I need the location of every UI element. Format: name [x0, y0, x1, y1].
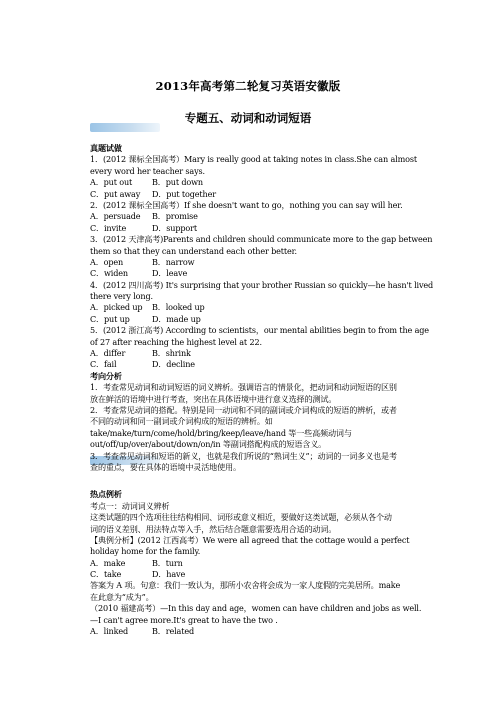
- option-text: C．widen: [90, 268, 128, 279]
- option-text: B．narrow: [152, 256, 195, 267]
- text-line: 3．(2012 天津高考)Parents and children should communicate more to the gap between: [90, 234, 433, 245]
- option-text: A．differ: [90, 348, 126, 359]
- text-line: —I can't agree more.It's great to have the two .: [90, 614, 278, 625]
- section-ribbon-top: [90, 123, 160, 132]
- answer-options: [90, 359, 440, 370]
- text-line: 答案为 A 项。句意：我们一致认为，那所小农舍将会成为一家人度假的完美居所。make: [90, 580, 401, 591]
- text-line: （2010 福建高考）—In this day and age，women can have children and jobs as well.: [90, 603, 422, 614]
- document-subtitle: 专题五、动词和动词短语: [184, 111, 312, 125]
- text-line: take/make/turn/come/hold/bring/keep/leave/hand 等一些高频动词与: [90, 427, 352, 438]
- text-line: 不同的动词和同一副词或介词构成的短语的辨析。如: [90, 416, 273, 427]
- option-text: D．leave: [152, 268, 188, 279]
- text-line: 【典例分析】(2012 江西高考）We were all agreed that the cottage would a perfect: [90, 534, 410, 545]
- text-line: holiday home for the family.: [90, 546, 201, 557]
- text-line: 考点一：动词词义辨析: [90, 500, 170, 511]
- text-line: 在此意为“成为”。: [90, 591, 154, 602]
- option-text: A．open: [90, 256, 124, 267]
- option-text: C．fail: [90, 359, 117, 370]
- answer-options: [90, 257, 440, 268]
- answer-options: [90, 189, 440, 200]
- option-text: C．invite: [90, 222, 127, 233]
- option-text: B．looked up: [152, 302, 205, 313]
- answer-options: [90, 223, 440, 234]
- option-text: A．linked: [90, 626, 129, 637]
- text-line: 词的语义差别、用法特点等入手，然后结合题意需要选用合适的动词。: [90, 523, 337, 534]
- text-line: 5．(2012 浙江高考) According to scientists，our mental abilities begin to from the age: [90, 325, 429, 336]
- text-line: 1．考查常见动词和动词短语的词义辨析。强调语言的情景化，把动词和动词短语的区别: [90, 382, 397, 393]
- answer-options: [90, 302, 440, 313]
- option-text: B．turn: [152, 557, 183, 568]
- option-text: C．take: [90, 569, 122, 580]
- answer-options: [90, 558, 440, 569]
- option-text: A．persuade: [90, 211, 141, 222]
- text-line: 1．(2012 课标全国高考）Mary is really good at taking notes in class.She can almost: [90, 154, 417, 165]
- option-text: C．put up: [90, 313, 130, 324]
- text-line: every word her teacher says.: [90, 165, 205, 176]
- option-text: D．decline: [152, 359, 195, 370]
- text-line: 2．考查常见动词的搭配。特别是同一动词和不同的副词或介词构成的短语的辨析，或者: [90, 404, 397, 415]
- option-text: D．support: [152, 222, 197, 233]
- option-text: D．have: [152, 569, 186, 580]
- option-text: A．picked up: [90, 302, 143, 313]
- text-line: there very long.: [90, 291, 153, 302]
- section-heading: 真题试做: [90, 143, 122, 153]
- option-text: A．put out: [90, 177, 133, 188]
- text-line: out/off/up/over/about/down/on/in 等副词搭配构成的短语含义。: [90, 439, 327, 450]
- option-text: C．put away: [90, 188, 141, 199]
- option-text: B．related: [152, 626, 194, 637]
- text-line: 这类试题的四个选项往往结构相同、词形或意义相近，要做好这类试题，必须从各个动: [90, 512, 392, 523]
- section-heading: 热点例析: [90, 489, 122, 500]
- section-gap: [90, 473, 440, 489]
- option-text: D．made up: [152, 313, 201, 324]
- option-text: B．shrink: [152, 348, 191, 359]
- answer-options: [90, 626, 440, 637]
- option-text: A．make: [90, 557, 126, 568]
- answer-options: [90, 268, 440, 279]
- answer-options: [90, 569, 440, 580]
- text-line: 4．(2012 四川高考) It's surprising that your brother Russian so quickly—he hasn't lived: [90, 279, 434, 290]
- text-line: 3．考查常见动词和短语的新义，也就是我们所说的“熟词生义”；动词的一词多义也是考: [90, 450, 397, 461]
- answer-options: [90, 314, 440, 325]
- document-body: [90, 143, 440, 637]
- answer-options: [90, 177, 440, 188]
- text-line: them so that they can understand each other better.: [90, 245, 297, 256]
- text-line: 2．(2012 课标全国高考）If she doesn't want to go，nothing you can say will her.: [90, 199, 403, 210]
- answer-options: [90, 211, 440, 222]
- option-text: B．promise: [152, 211, 198, 222]
- text-line: 放在鲜活的语境中进行考查，突出在具体语境中进行意义选择的测试。: [90, 393, 337, 404]
- text-line: of 27 after reaching the highest level at 22.: [90, 336, 262, 347]
- option-text: B．put down: [152, 177, 203, 188]
- option-text: D．put together: [152, 188, 216, 199]
- section-heading: 考向分析: [90, 370, 122, 381]
- text-line: 查的重点，要在具体的语境中灵活地使用。: [90, 461, 241, 472]
- document-title: 2013年高考第二轮复习英语安徽版: [155, 79, 341, 93]
- answer-options: [90, 348, 440, 359]
